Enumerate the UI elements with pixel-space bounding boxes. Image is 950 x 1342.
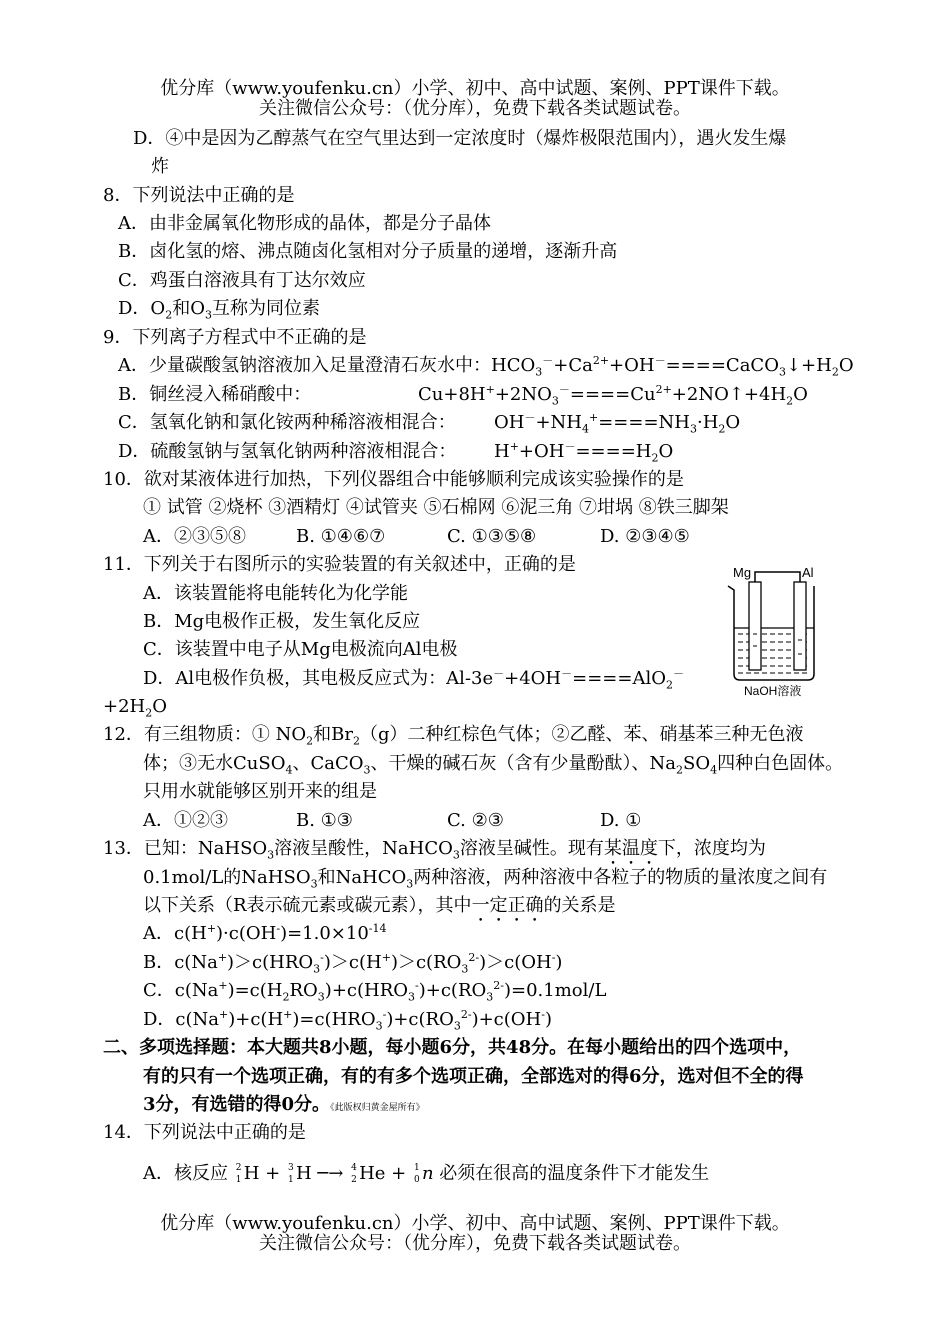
q10-option-b: B. ①④⑥⑦	[296, 526, 386, 547]
q8-option-d: D．$O_2$和$O_3$互称为同位素	[118, 298, 320, 322]
q11-stem: 11．下列关于右图所示的实验装置的有关叙述中，正确的是	[103, 554, 576, 575]
q11-option-c: C．该装置中电子从Mg电极流向Al电极	[143, 639, 458, 660]
q13-option-a: A．$c(H^+)\cdot c(OH^-)=1.0\times 10^{-14}$	[143, 922, 387, 944]
q11-option-d-cont: $+2H_2O$	[103, 696, 167, 720]
q9-option-a: A．少量碳酸氢钠溶液加入足量澄清石灰水中：$HCO_3^-+Ca^{2+}+OH^-====CaCO_3↓+H_2O$	[118, 354, 854, 379]
fig-mg-label: Mg	[733, 565, 752, 580]
q9-option-b-equation: $Cu+8H^++2NO_3^-====Cu^{2+}+2NO↑+4H_2O$	[418, 383, 808, 408]
q10-option-d: D. ②③④⑤	[600, 526, 690, 547]
isotope-he4: 4 2	[351, 1163, 357, 1185]
copyright-note: 《此版权归黄金屋所有》	[330, 1103, 425, 1113]
fig-mg-electrode	[749, 582, 761, 670]
isotope-h3: 3 1	[287, 1163, 294, 1185]
q7-option-d: D．④中是因为乙醇蒸气在空气里达到一定浓度时（爆炸极限范围内），遇火发生爆	[133, 128, 787, 149]
q12-option-d: D. ①	[600, 810, 642, 831]
q12-option-b: B. ①③	[296, 810, 353, 831]
fig-wire	[755, 572, 800, 610]
header-line-1: 优分库（www.youfenku.cn）小学、初中、高中试题、案例、PPT课件下载。	[160, 78, 790, 99]
q8-option-a: A．由非金属氧化物形成的晶体，都是分子晶体	[118, 213, 491, 234]
q11-option-a: A．该装置能将电能转化为化学能	[143, 583, 408, 604]
q13-option-b: B．$c(Na^+)>c(HRO_3^-)>c(H^+)>c(RO_3^{2-})>c(OH^-)$	[143, 951, 563, 976]
q9-option-b-label: B．铜丝浸入稀硝酸中：	[118, 384, 312, 405]
fig-solution-label: NaOH溶液	[744, 684, 802, 698]
q10-stem: 10．欲对某液体进行加热，下列仪器组合中能够顺利完成该实验操作的是	[103, 469, 684, 490]
footer-line-1: 优分库（www.youfenku.cn）小学、初中、高中试题、案例、PPT课件下载。	[160, 1213, 790, 1234]
isotope-n1: 1 0	[413, 1163, 420, 1185]
q8-option-b: B．卤化氢的熔、沸点随卤化氢相对分子质量的递增，逐渐升高	[118, 241, 618, 262]
section2-heading-line1: 二、多项选择题：本大题共8小题，每小题6分，共48分。在每小题给出的四个选项中，	[103, 1037, 802, 1058]
q14-option-a: A．核反应 2 1 H + 3 1 H ─→ 4 2 He + 1 0 n 必须在很高的温度条件下才能发生	[143, 1163, 710, 1185]
q13-stem-line1: 13．已知：NaHSO$_3$溶液呈酸性，NaHCO$_3$溶液呈碱性。现有某温度下，浓度均为	[103, 838, 766, 862]
section2-heading-line2: 有的只有一个选项正确，有的有多个选项正确，全部选对的得6分，选对但不全的得	[143, 1066, 804, 1087]
fig-al-label: Al	[802, 565, 814, 580]
q12-stem: 12．有三组物质：① $NO_2$和$Br_2(g)$二种红棕色气体；②乙醛、苯、硝基苯三种无色液	[103, 724, 804, 748]
q13-option-d: D．$c(Na^+)+c(H^+)=c(HRO_3^-)+c(RO_3^{2-})+c(OH^-)$	[143, 1008, 552, 1033]
fig-al-electrode	[794, 582, 806, 670]
q13-stem-line3: 以下关系（R表示硫元素或碳元素），其中一定正确的关系是	[143, 895, 616, 916]
q13-stem-line2: 0.1mol/L的NaHSO$_3$和NaHCO$_3$两种溶液，两种溶液中各粒子的物质的量浓度之间有	[143, 867, 828, 891]
q12-option-c: C. ②③	[447, 810, 504, 831]
q11-option-b: B．Mg电极作正极，发生氧化反应	[143, 611, 421, 632]
q7-option-d-cont: 炸	[151, 156, 169, 177]
q8-option-c: C．鸡蛋白溶液具有丁达尔效应	[118, 270, 366, 291]
q10-option-c: C. ①③⑤⑧	[447, 526, 537, 547]
q13-option-c: C．$c(Na^+)=c(H_2RO_3)+c(HRO_3^-)+c(RO_3^{2-})=0.1mol/L$	[143, 979, 607, 1004]
q12-stem-line2: 体；③无水CuSO$_4$、CaCO$_3$、干燥的碱石灰（含有少量酚酞）、$Na_2SO_4$四种白色固体。	[143, 753, 844, 777]
header-line-2: 关注微信公众号：（优分库），免费下载各类试题试卷。	[259, 98, 691, 119]
q9-option-d-label: D．硫酸氢钠与氢氧化钠两种溶液相混合：	[118, 441, 457, 462]
q9-option-d-equation: $H^++OH^-====H_2O$	[494, 440, 674, 465]
q10-items: ① 试管 ②烧杯 ③酒精灯 ④试管夹 ⑤石棉网 ⑥泥三角 ⑦坩埚 ⑧铁三脚架	[143, 497, 729, 518]
q14-stem: 14．下列说法中正确的是	[103, 1122, 306, 1143]
q10-option-a: A．②③⑤⑧	[143, 526, 246, 547]
q9-stem: 9．下列离子方程式中不正确的是	[103, 327, 367, 348]
q12-option-a: A．①②③	[143, 810, 228, 831]
isotope-h2: 2 1	[235, 1163, 242, 1185]
footer-line-2: 关注微信公众号：（优分库），免费下载各类试题试卷。	[259, 1233, 691, 1254]
q12-stem-line3: 只用水就能够区别开来的组是	[143, 781, 377, 802]
q8-stem: 8．下列说法中正确的是	[103, 185, 295, 206]
q9-option-c-label: C．氢氧化钠和氯化铵两种稀溶液相混合：	[118, 412, 456, 433]
section2-heading-line3: 3分，有选错的得0分。《此版权归黄金屋所有》	[143, 1094, 425, 1115]
q11-option-d: D．Al电极作负极，其电极反应式为：Al-3e－+4OH－====AlO$_2$－	[143, 667, 684, 692]
electrochemical-cell-figure	[722, 562, 822, 702]
q9-option-c-equation: $OH^-+NH_4^+====NH_3\cdot H_2O$	[494, 411, 741, 436]
